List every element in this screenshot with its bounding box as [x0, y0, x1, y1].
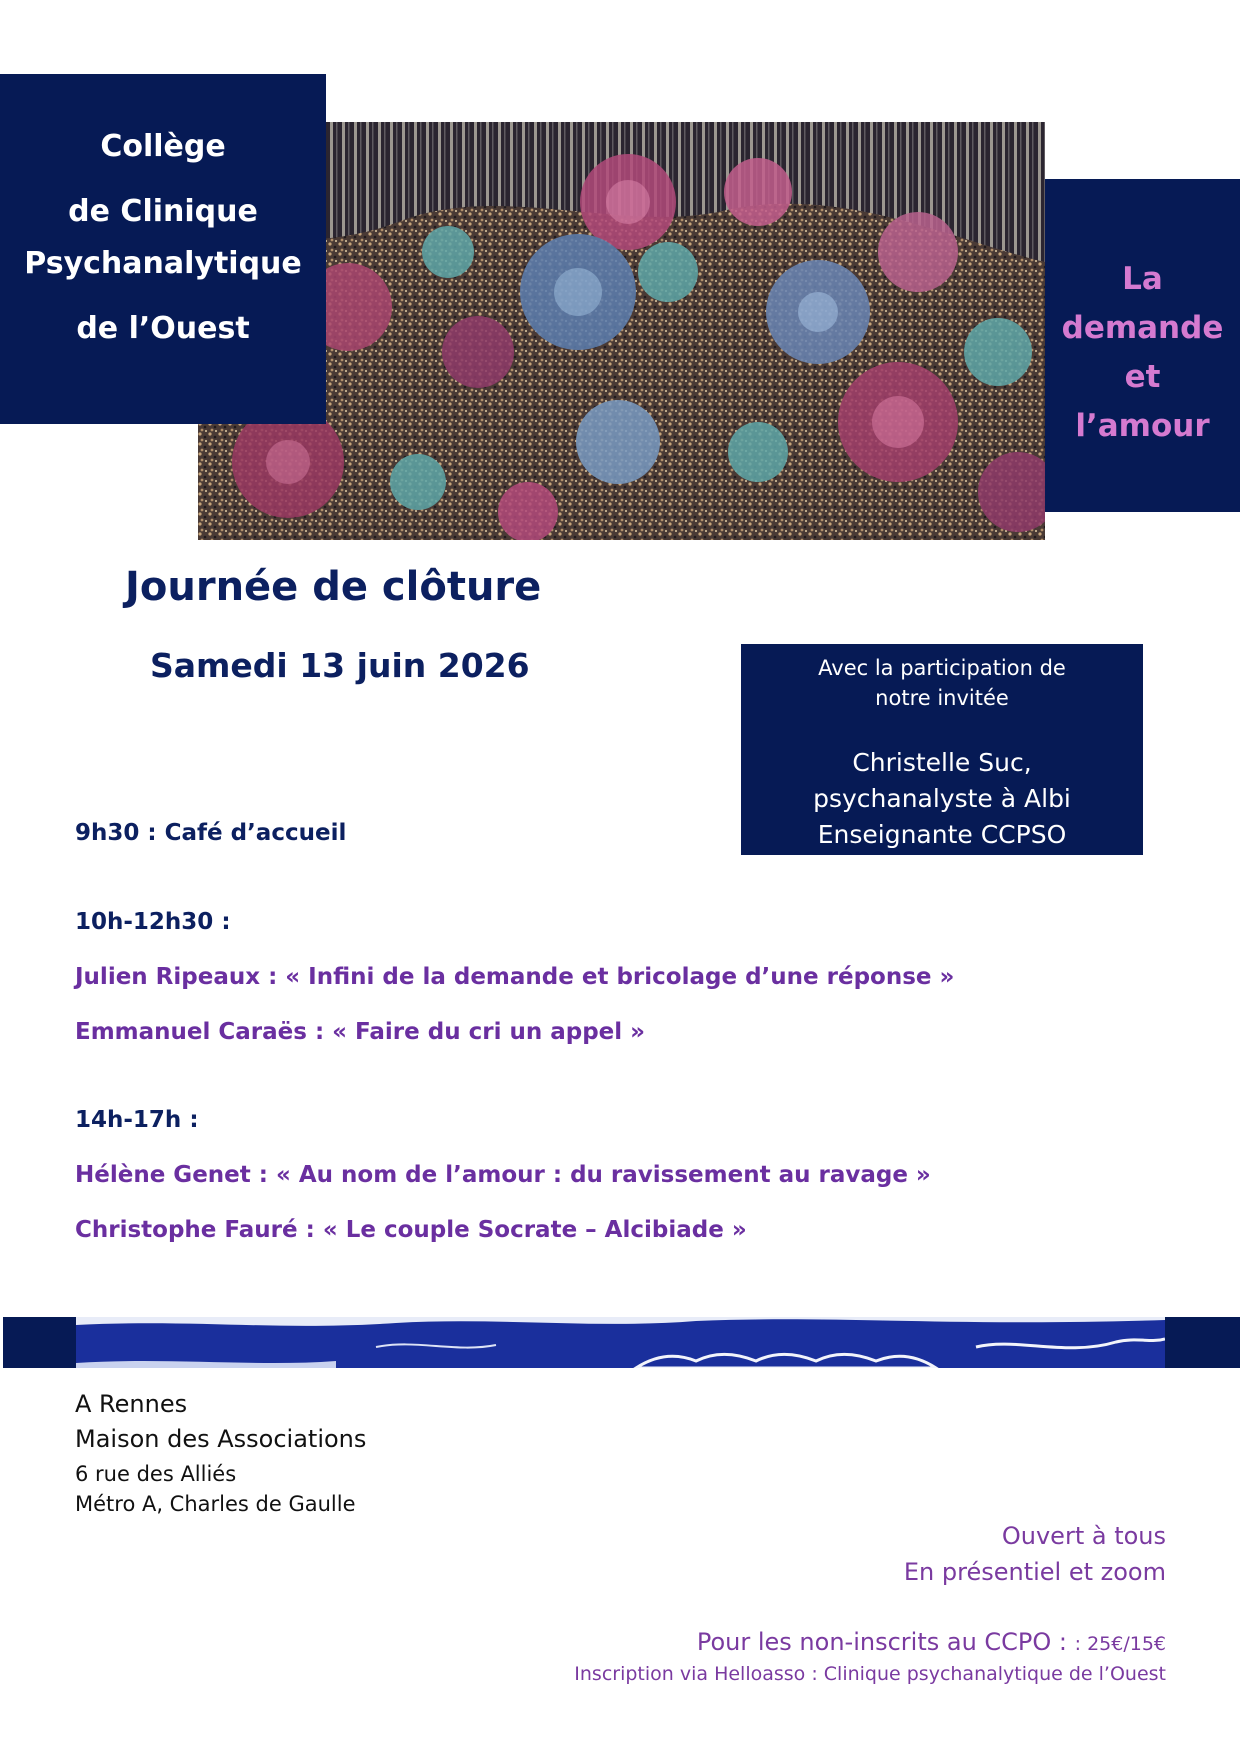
venue-place: Maison des Associations	[75, 1425, 367, 1453]
event-title: Journée de clôture	[125, 564, 542, 610]
program-afternoon-slot: 14h-17h :	[75, 1107, 199, 1133]
banner-image	[76, 1317, 1165, 1368]
venue-city: A Rennes	[75, 1390, 188, 1418]
program-morning-slot: 10h-12h30 :	[75, 909, 231, 935]
event-date: Samedi 13 juin 2026	[150, 646, 530, 685]
college-line-1: Collège	[100, 129, 226, 164]
theme-title-box	[1045, 179, 1240, 512]
access-mode: En présentiel et zoom	[903, 1558, 1166, 1586]
guest-name: Christelle Suc,	[852, 748, 1032, 777]
access-registration: Inscription via Helloasso : Clinique psychanalytique de l’Ouest	[574, 1663, 1166, 1685]
access-price	[697, 1628, 1166, 1656]
program-talk-1: Julien Ripeaux : « Infini de la demande et bricolage d’une réponse »	[75, 964, 955, 990]
program-talk-2: Emmanuel Caraës : « Faire du cri un appel »	[75, 1019, 646, 1045]
theme-line-3: et	[1124, 359, 1161, 395]
guest-extra: Enseignante CCPSO	[817, 820, 1067, 849]
theme-line-1: La	[1122, 261, 1163, 297]
venue-street: 6 rue des Alliés	[75, 1462, 237, 1486]
college-title-box	[0, 74, 326, 424]
venue-metro: Métro A, Charles de Gaulle	[75, 1492, 356, 1516]
decorative-banner	[3, 1317, 1240, 1368]
access-price-label: Pour les non-inscrits au CCPO :	[696, 1628, 1075, 1656]
theme-line-2: demande	[1061, 310, 1224, 346]
guest-role: psychanalyste à Albi	[813, 784, 1071, 813]
college-line-4: de l’Ouest	[76, 311, 250, 346]
college-line-2: de Clinique	[68, 194, 258, 229]
program-welcome: 9h30 : Café d’accueil	[75, 820, 347, 846]
guest-intro-line-1: Avec la participation de	[818, 656, 1066, 680]
theme-line-4: l’amour	[1075, 408, 1210, 444]
guest-intro-line-2: notre invitée	[875, 686, 1009, 710]
college-line-3: Psychanalytique	[24, 246, 302, 281]
program-talk-4: Christophe Fauré : « Le couple Socrate – Alcibiade »	[75, 1217, 747, 1243]
access-open: Ouvert à tous	[1001, 1522, 1166, 1550]
access-price-value: : 25€/15€	[1074, 1633, 1166, 1655]
guest-box	[741, 644, 1143, 855]
program-talk-3: Hélène Genet : « Au nom de l’amour : du ravissement au ravage »	[75, 1162, 931, 1188]
